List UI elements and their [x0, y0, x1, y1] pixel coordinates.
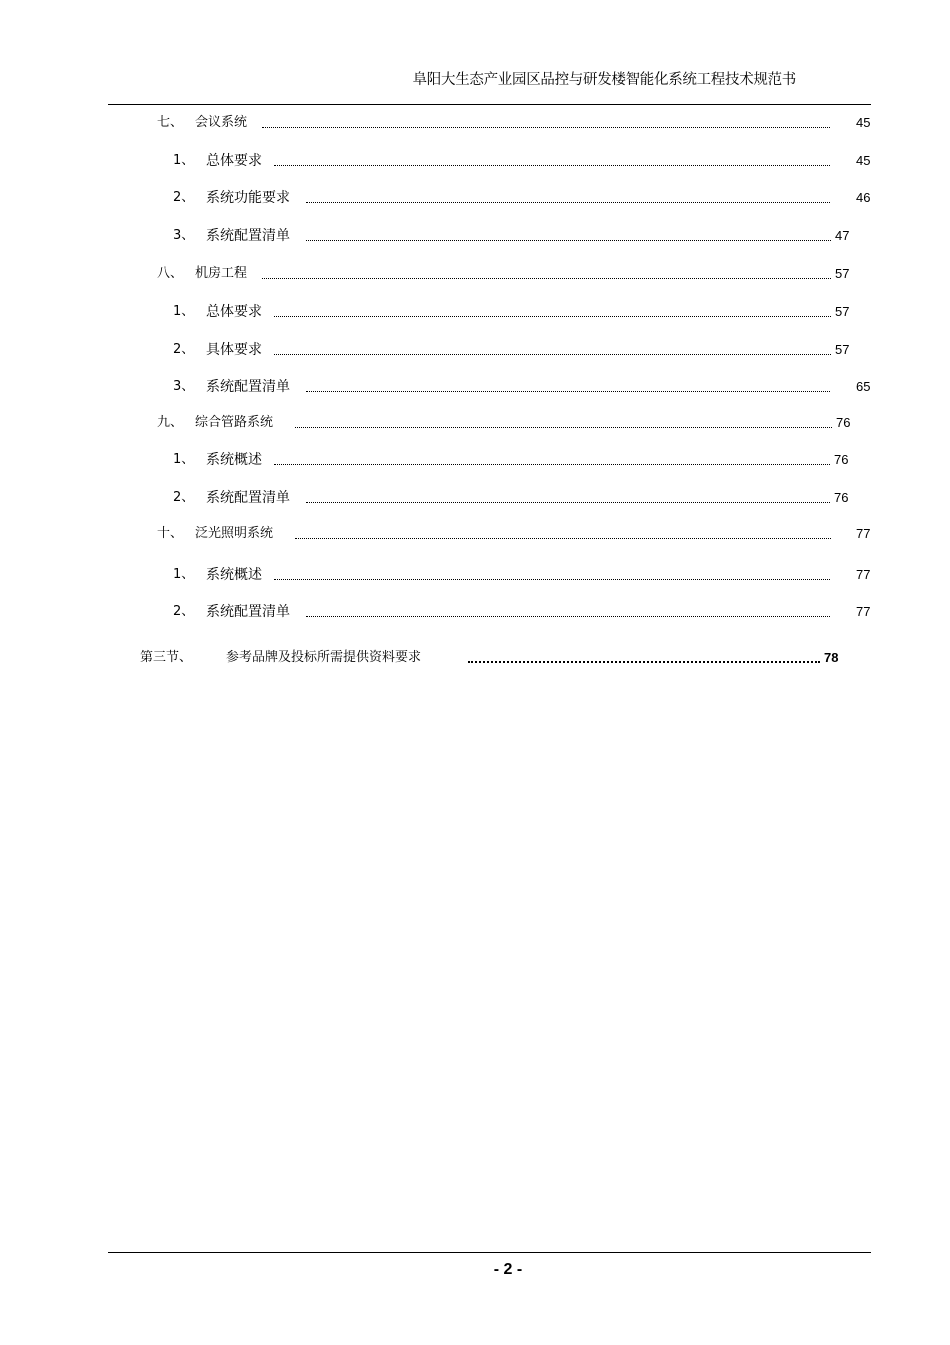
toc-number: 2、	[173, 190, 195, 205]
document-header-title: 阜阳大生态产业园区品控与研发楼智能化系统工程技术规范书	[412, 72, 796, 88]
toc-number: 3、	[173, 228, 195, 243]
footer-rule	[108, 1252, 871, 1253]
toc-leader	[274, 450, 830, 470]
toc-title: 参考品牌及投标所需提供资料要求	[226, 650, 422, 665]
toc-title: 系统概述	[206, 452, 262, 468]
toc-entry-10-2[interactable]	[0, 602, 950, 622]
toc-leader	[468, 648, 820, 668]
toc-number: 1、	[173, 153, 195, 168]
toc-entry-9-1[interactable]	[0, 450, 950, 470]
toc-number: 1、	[173, 304, 195, 319]
toc-number: 1、	[173, 452, 195, 467]
toc-title: 系统配置清单	[206, 379, 290, 395]
toc-title: 泛光照明系统	[195, 526, 274, 541]
toc-entry-9-2[interactable]	[0, 488, 950, 508]
toc-leader	[306, 226, 831, 246]
toc-title: 系统功能要求	[206, 190, 290, 206]
toc-entry-8-2[interactable]	[0, 340, 950, 360]
toc-leader	[262, 113, 830, 133]
toc-page-number: 76	[836, 415, 851, 430]
toc-title: 系统配置清单	[206, 228, 290, 244]
header-rule	[108, 104, 871, 105]
toc-leader	[306, 377, 830, 397]
toc-page-number: 57	[835, 266, 850, 281]
toc-leader	[306, 488, 830, 508]
toc-leader	[262, 264, 831, 284]
toc-number: 1、	[173, 567, 195, 582]
toc-entry-section-9[interactable]	[0, 413, 950, 433]
toc-page-number: 57	[835, 342, 850, 357]
toc-page-number: 77	[856, 567, 871, 582]
toc-number: 七、	[157, 115, 184, 130]
toc-number: 十、	[157, 526, 184, 541]
toc-title: 具体要求	[206, 342, 262, 358]
toc-page-number: 77	[856, 604, 871, 619]
toc-leader	[274, 151, 830, 171]
toc-number: 2、	[173, 490, 195, 505]
toc-number: 第三节、	[140, 650, 193, 665]
toc-leader	[295, 524, 831, 544]
toc-number: 2、	[173, 604, 195, 619]
toc-page-number: 76	[834, 490, 849, 505]
toc-page-number: 77	[856, 526, 871, 541]
toc-title: 总体要求	[206, 153, 262, 169]
toc-number: 3、	[173, 379, 195, 394]
toc-number: 2、	[173, 342, 195, 357]
toc-title: 总体要求	[206, 304, 262, 320]
toc-leader	[274, 565, 830, 585]
toc-page-number: 47	[835, 228, 850, 243]
toc-number: 九、	[157, 415, 184, 430]
toc-page-number: 46	[856, 190, 871, 205]
toc-leader	[306, 188, 830, 208]
toc-entry-7-3[interactable]	[0, 226, 950, 246]
toc-title: 机房工程	[195, 266, 248, 281]
footer-page-number: - 2 -	[493, 1261, 523, 1278]
toc-entry-7-1[interactable]	[0, 151, 950, 171]
toc-entry-section-3[interactable]	[0, 648, 950, 668]
toc-entry-7-2[interactable]	[0, 188, 950, 208]
toc-leader	[274, 340, 831, 360]
toc-title: 综合管路系统	[195, 415, 274, 430]
toc-entry-section-7[interactable]	[0, 113, 950, 133]
toc-title: 系统配置清单	[206, 490, 290, 506]
toc-page-number: 76	[834, 452, 849, 467]
toc-entry-8-3[interactable]	[0, 377, 950, 397]
toc-entry-section-10[interactable]	[0, 524, 950, 544]
toc-title: 系统概述	[206, 567, 262, 583]
toc-page-number: 45	[856, 153, 871, 168]
toc-entry-section-8[interactable]	[0, 264, 950, 284]
toc-leader	[274, 302, 831, 322]
toc-entry-10-1[interactable]	[0, 565, 950, 585]
toc-leader	[295, 413, 832, 433]
toc-page-number: 65	[856, 379, 871, 394]
toc-title: 会议系统	[195, 115, 248, 130]
toc-number: 八、	[157, 266, 184, 281]
toc-leader	[306, 602, 830, 622]
toc-title: 系统配置清单	[206, 604, 290, 620]
toc-page-number: 57	[835, 304, 850, 319]
toc-entry-8-1[interactable]	[0, 302, 950, 322]
toc-page-number: 45	[856, 115, 871, 130]
toc-page-number: 78	[824, 650, 839, 665]
